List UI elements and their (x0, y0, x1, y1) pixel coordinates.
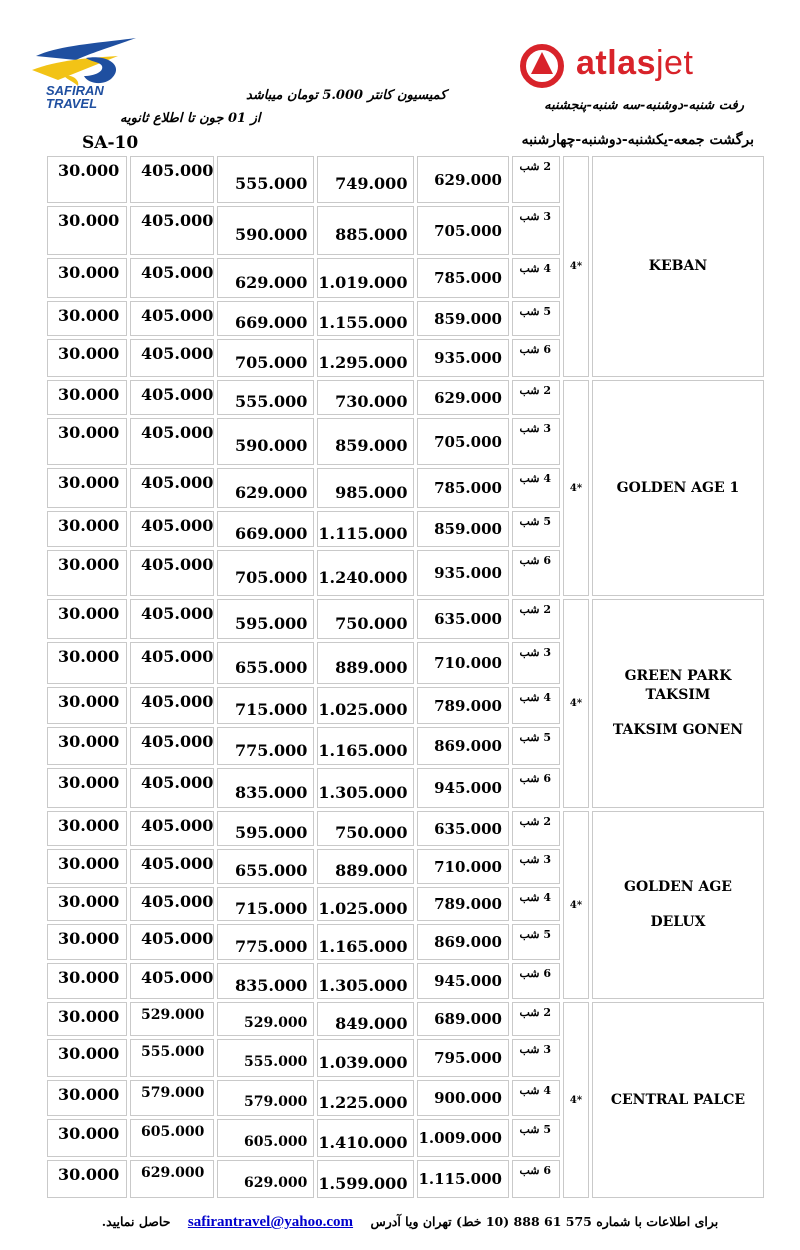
table-row (47, 156, 764, 203)
price-cell: 1.410.000 (317, 1119, 414, 1157)
price-cell: 689.000 (417, 1002, 509, 1036)
nights-cell: 4 شب (512, 468, 560, 508)
hotel-name-line: TAKSIM GONEN (612, 722, 744, 738)
price-cell: 405.000 (130, 599, 214, 639)
price-cell: 629.000 (417, 156, 509, 203)
footer-closing: حاصل نمایید. (101, 1214, 171, 1229)
price-cell: 605.000 (130, 1119, 214, 1157)
price-cell: 730.000 (317, 380, 414, 415)
price-cell: 629.000 (217, 1160, 314, 1198)
price-cell: 30.000 (47, 1119, 127, 1157)
nights-cell: 5 شب (512, 301, 560, 336)
nights-cell: 2 شب (512, 811, 560, 846)
price-cell: 30.000 (47, 550, 127, 596)
nights-cell: 5 شب (512, 1119, 560, 1157)
price-cell: 405.000 (130, 550, 214, 596)
nights-cell: 3 شب (512, 206, 560, 255)
price-cell: 789.000 (417, 887, 509, 921)
price-cell: 30.000 (47, 599, 127, 639)
nights-cell: 3 شب (512, 642, 560, 684)
price-cell: 705.000 (417, 206, 509, 255)
price-cell: 405.000 (130, 768, 214, 808)
nights-cell: 4 شب (512, 687, 560, 724)
price-cell: 629.000 (217, 468, 314, 508)
price-cell: 405.000 (130, 963, 214, 999)
price-cell: 405.000 (130, 258, 214, 298)
price-cell: 405.000 (130, 418, 214, 465)
price-cell: 555.000 (217, 380, 314, 415)
price-cell: 30.000 (47, 727, 127, 765)
nights-cell: 5 شب (512, 511, 560, 547)
table-row (47, 380, 764, 415)
price-cell: 30.000 (47, 1039, 127, 1077)
footer-info: برای اطلاعات با شماره 575 61 888 (10 خط) تهران ویا آدرس (370, 1214, 719, 1229)
price-cell: 405.000 (130, 811, 214, 846)
price-cell: 529.000 (217, 1002, 314, 1036)
price-cell: 785.000 (417, 258, 509, 298)
safiran-logo-line1: SAFIRAN (46, 83, 104, 98)
price-cell: 590.000 (217, 206, 314, 255)
price-cell: 1.240.000 (317, 550, 414, 596)
price-cell: 705.000 (217, 339, 314, 377)
price-cell: 30.000 (47, 301, 127, 336)
safiran-logo-line2: TRAVEL (46, 96, 98, 111)
star-rating: 4* (563, 156, 589, 377)
hotel-name (592, 599, 764, 808)
price-cell: 1.225.000 (317, 1080, 414, 1116)
price-cell: 869.000 (417, 924, 509, 960)
price-cell: 30.000 (47, 418, 127, 465)
hotel-name-line: GOLDEN AGE (623, 879, 732, 895)
price-cell: 750.000 (317, 599, 414, 639)
nights-cell: 6 شب (512, 550, 560, 596)
price-cell: 30.000 (47, 963, 127, 999)
price-cell: 945.000 (417, 768, 509, 808)
price-cell: 405.000 (130, 301, 214, 336)
star-rating: 4* (563, 599, 589, 808)
price-cell: 715.000 (217, 887, 314, 921)
nights-cell: 3 شب (512, 418, 560, 465)
table-row (47, 1002, 764, 1036)
price-cell: 30.000 (47, 156, 127, 203)
price-cell: 579.000 (130, 1080, 214, 1116)
price-cell: 635.000 (417, 811, 509, 846)
price-cell: 859.000 (317, 418, 414, 465)
price-cell: 655.000 (217, 849, 314, 884)
price-cell: 1.039.000 (317, 1039, 414, 1077)
price-cell: 1.115.000 (317, 511, 414, 547)
hotel-name-line: GOLDEN AGE 1 (616, 479, 740, 496)
footer (60, 1214, 760, 1231)
price-cell: 750.000 (317, 811, 414, 846)
nights-cell: 4 شب (512, 1080, 560, 1116)
price-cell: 1.019.000 (317, 258, 414, 298)
price-cell: 795.000 (417, 1039, 509, 1077)
price-cell: 30.000 (47, 339, 127, 377)
table-row (47, 599, 764, 639)
safiran-logo-text (46, 84, 104, 110)
nights-cell: 2 شب (512, 1002, 560, 1036)
price-cell: 405.000 (130, 687, 214, 724)
price-cell: 605.000 (217, 1119, 314, 1157)
price-cell: 30.000 (47, 511, 127, 547)
price-cell: 555.000 (130, 1039, 214, 1077)
price-cell: 30.000 (47, 380, 127, 415)
price-cell: 405.000 (130, 511, 214, 547)
price-cell: 859.000 (417, 301, 509, 336)
price-cell: 669.000 (217, 511, 314, 547)
hotel-name (592, 1002, 764, 1198)
nights-cell: 4 شب (512, 258, 560, 298)
price-cell: 945.000 (417, 963, 509, 999)
price-cell: 869.000 (417, 727, 509, 765)
price-cell: 785.000 (417, 468, 509, 508)
hotel-name-line (593, 897, 763, 913)
atlasjet-wordmark-bold: atlas (576, 44, 656, 82)
star-rating: 4* (563, 1002, 589, 1198)
email-link[interactable]: safirantravel@yahoo.com (187, 1214, 354, 1230)
price-cell: 405.000 (130, 206, 214, 255)
price-cell: 629.000 (217, 258, 314, 298)
atlasjet-wordmark (576, 44, 693, 83)
validity-note: از 01 جون تا اطلاع ثانویه (120, 111, 261, 126)
hotel-name-line: GREEN PARK (624, 668, 732, 684)
price-cell: 1.305.000 (317, 768, 414, 808)
price-cell: 529.000 (130, 1002, 214, 1036)
hotel-name-line: KEBAN (648, 258, 708, 274)
star-rating: 4* (563, 811, 589, 999)
price-cell: 889.000 (317, 642, 414, 684)
price-cell: 30.000 (47, 206, 127, 255)
price-cell: 900.000 (417, 1080, 509, 1116)
price-cell: 635.000 (417, 599, 509, 639)
price-cell: 30.000 (47, 1080, 127, 1116)
nights-cell: 3 شب (512, 1039, 560, 1077)
nights-cell: 2 شب (512, 156, 560, 203)
price-cell: 885.000 (317, 206, 414, 255)
price-cell: 30.000 (47, 768, 127, 808)
price-cell: 595.000 (217, 599, 314, 639)
price-cell: 30.000 (47, 1160, 127, 1198)
price-cell: 405.000 (130, 380, 214, 415)
price-cell: 30.000 (47, 687, 127, 724)
hotel-name-line (593, 705, 763, 721)
price-cell: 655.000 (217, 642, 314, 684)
price-cell: 710.000 (417, 642, 509, 684)
price-cell: 705.000 (217, 550, 314, 596)
price-cell: 30.000 (47, 811, 127, 846)
package-code: SA-10 (82, 133, 139, 153)
price-cell: 1.025.000 (317, 887, 414, 921)
price-cell: 1.165.000 (317, 924, 414, 960)
hotel-name-line: TAKSIM (645, 687, 711, 703)
star-rating: 4* (563, 380, 589, 596)
nights-cell: 6 شب (512, 768, 560, 808)
price-cell: 405.000 (130, 642, 214, 684)
price-cell: 579.000 (217, 1080, 314, 1116)
price-cell: 590.000 (217, 418, 314, 465)
price-cell: 935.000 (417, 550, 509, 596)
nights-cell: 6 شب (512, 339, 560, 377)
price-cell: 835.000 (217, 768, 314, 808)
price-cell: 1.305.000 (317, 963, 414, 999)
price-cell: 835.000 (217, 963, 314, 999)
commission-note: کمیسیون کانتر 5.000 تومان میباشد (246, 88, 447, 103)
table-row (47, 811, 764, 846)
price-cell: 715.000 (217, 687, 314, 724)
price-cell: 1.599.000 (317, 1160, 414, 1198)
hotel-name (592, 156, 764, 377)
nights-cell: 3 شب (512, 849, 560, 884)
price-table (44, 153, 767, 1201)
return-days: برگشت جمعه-یکشنبه-دوشنبه-چهارشنبه (521, 132, 754, 148)
price-cell: 629.000 (130, 1160, 214, 1198)
price-cell: 405.000 (130, 339, 214, 377)
hotel-name-line: CENTRAL PALCE (610, 1091, 746, 1108)
price-cell: 405.000 (130, 727, 214, 765)
price-cell: 595.000 (217, 811, 314, 846)
price-cell: 985.000 (317, 468, 414, 508)
price-cell: 1.025.000 (317, 687, 414, 724)
price-cell: 30.000 (47, 468, 127, 508)
price-cell: 555.000 (217, 1039, 314, 1077)
price-cell: 1.115.000 (417, 1160, 509, 1198)
price-cell: 849.000 (317, 1002, 414, 1036)
price-cell: 30.000 (47, 258, 127, 298)
hotel-name (592, 380, 764, 596)
price-cell: 935.000 (417, 339, 509, 377)
nights-cell: 5 شب (512, 924, 560, 960)
price-cell: 30.000 (47, 642, 127, 684)
price-cell: 405.000 (130, 924, 214, 960)
nights-cell: 4 شب (512, 887, 560, 921)
nights-cell: 6 شب (512, 963, 560, 999)
price-cell: 710.000 (417, 849, 509, 884)
price-cell: 405.000 (130, 849, 214, 884)
price-cell: 859.000 (417, 511, 509, 547)
price-cell: 1.295.000 (317, 339, 414, 377)
price-cell: 30.000 (47, 924, 127, 960)
price-cell: 405.000 (130, 468, 214, 508)
price-cell: 629.000 (417, 380, 509, 415)
price-cell: 1.165.000 (317, 727, 414, 765)
price-cell: 669.000 (217, 301, 314, 336)
price-cell: 1.155.000 (317, 301, 414, 336)
price-cell: 1.009.000 (417, 1119, 509, 1157)
atlasjet-wordmark-light: jet (656, 44, 694, 82)
price-cell: 30.000 (47, 887, 127, 921)
hotel-name-line: DELUX (650, 914, 706, 930)
nights-cell: 6 شب (512, 1160, 560, 1198)
nights-cell: 2 شب (512, 380, 560, 415)
price-cell: 789.000 (417, 687, 509, 724)
price-cell: 705.000 (417, 418, 509, 465)
price-cell: 775.000 (217, 727, 314, 765)
nights-cell: 2 شب (512, 599, 560, 639)
price-cell: 405.000 (130, 156, 214, 203)
price-cell: 30.000 (47, 1002, 127, 1036)
price-cell: 749.000 (317, 156, 414, 203)
price-cell: 775.000 (217, 924, 314, 960)
price-cell: 30.000 (47, 849, 127, 884)
nights-cell: 5 شب (512, 727, 560, 765)
departure-days: رفت شنبه-دوشنبه-سه شنبه-پنجشنبه (544, 98, 744, 113)
price-cell: 555.000 (217, 156, 314, 203)
hotel-name (592, 811, 764, 999)
price-cell: 405.000 (130, 887, 214, 921)
price-cell: 889.000 (317, 849, 414, 884)
